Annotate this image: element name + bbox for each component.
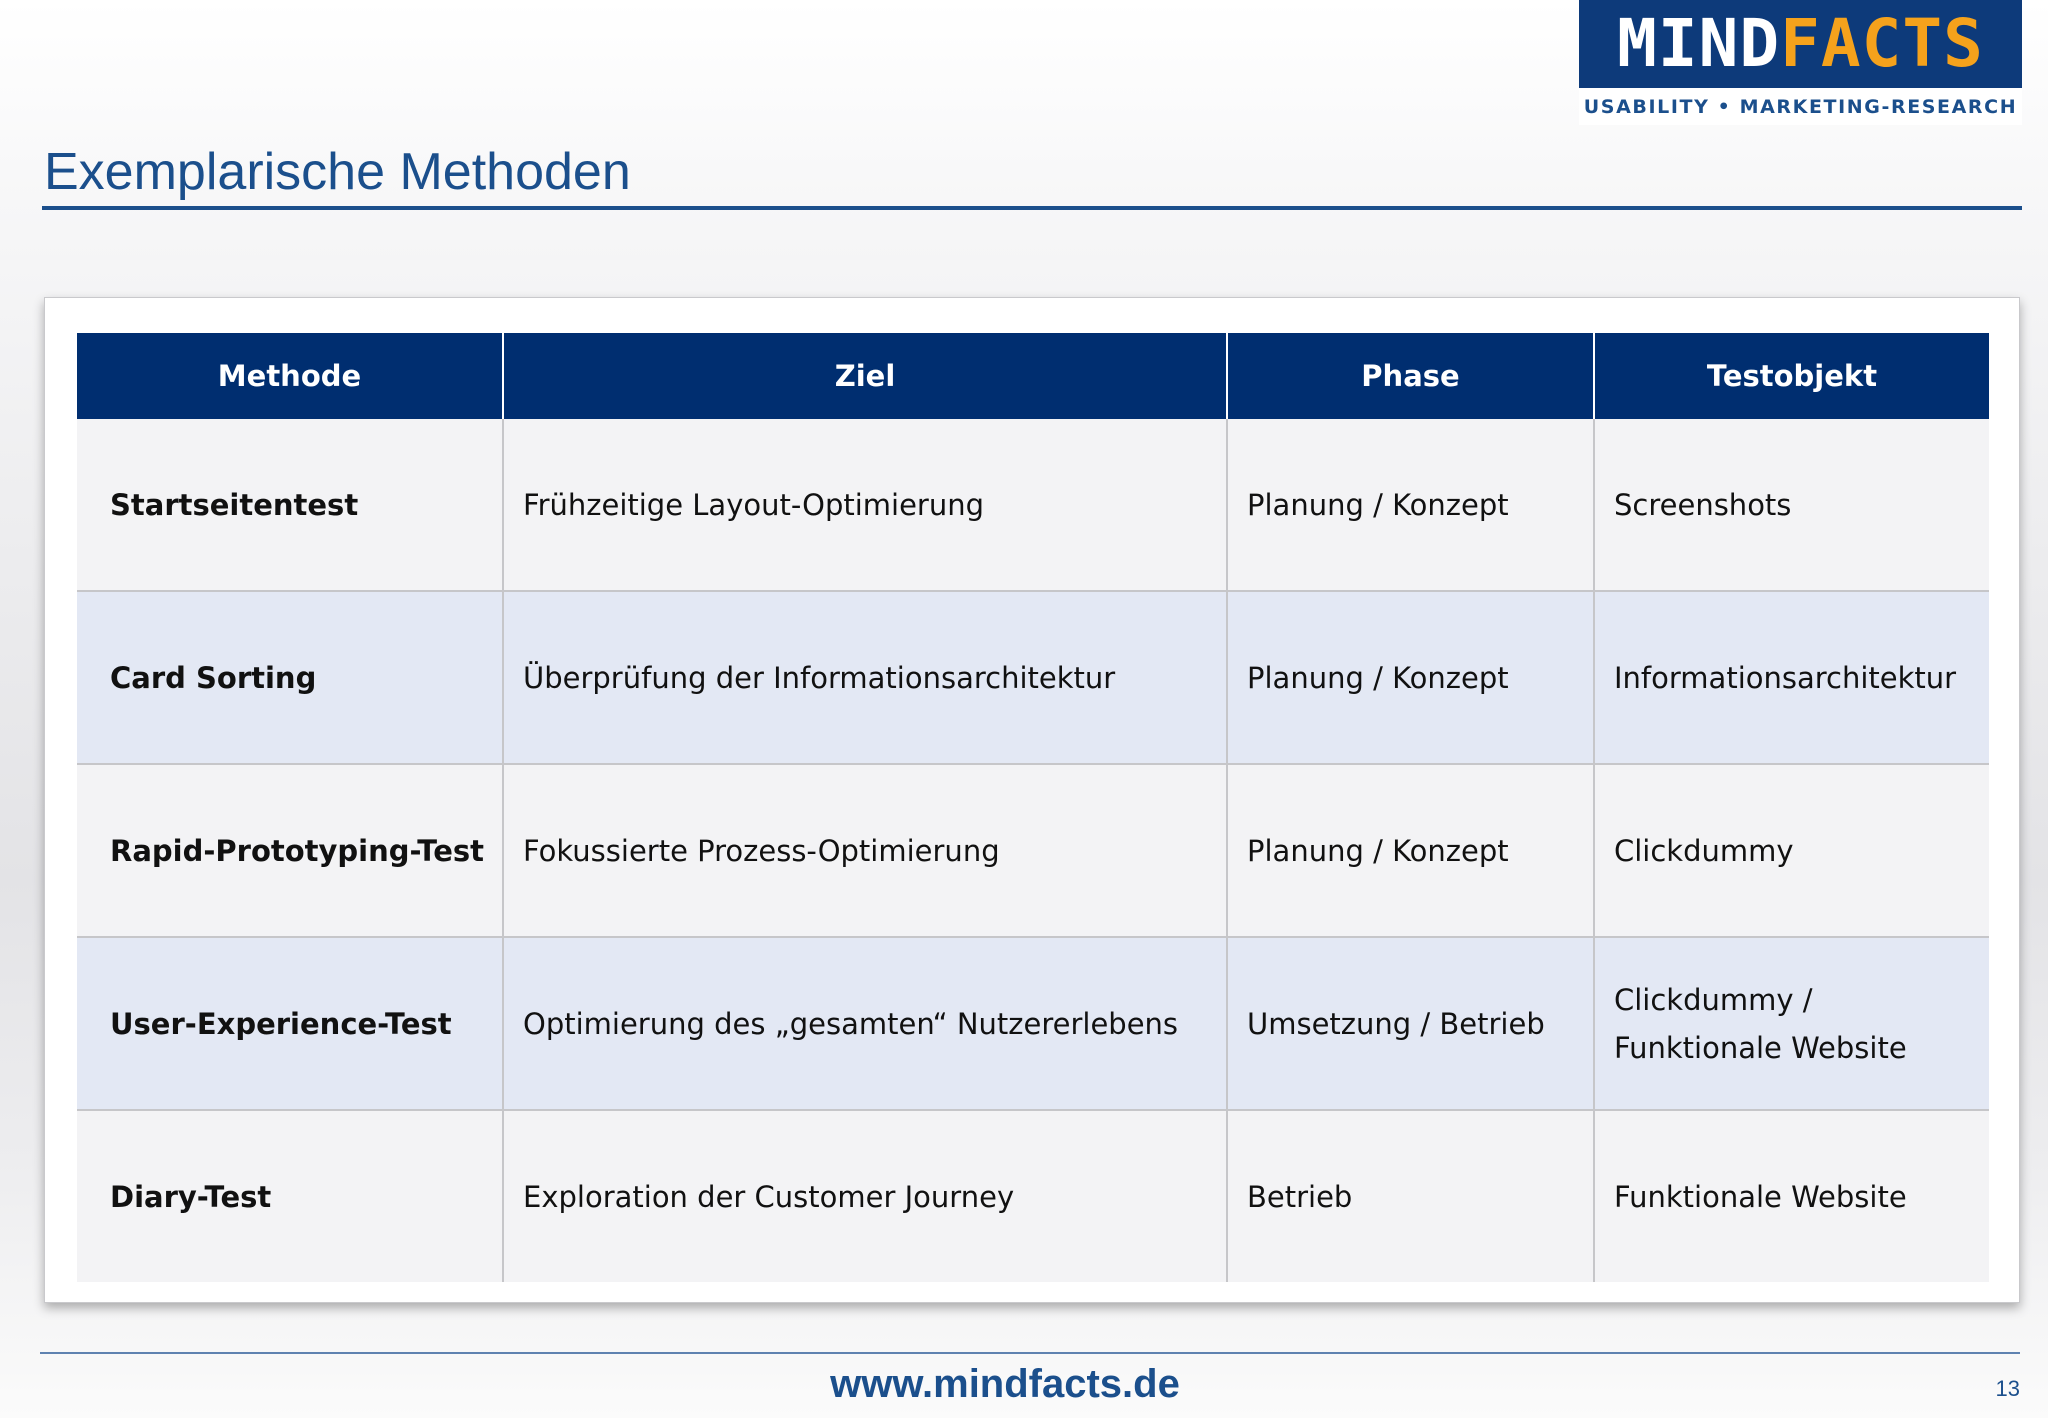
goal-cell: Frühzeitige Layout-Optimierung [503, 419, 1227, 591]
table-row [77, 937, 1989, 1110]
methods-table [77, 333, 1989, 1282]
page-number: 13 [1995, 1376, 2020, 1401]
test-object-line: Screenshots [1614, 487, 1792, 522]
header-ziel: Ziel [503, 333, 1227, 419]
mindfacts-logo [1579, 0, 2022, 125]
footer-divider [40, 1352, 2020, 1354]
test-object-line: Clickdummy / [1614, 982, 1813, 1017]
test-object-cell [1594, 1110, 1989, 1282]
goal-cell: Optimierung des „gesamten“ Nutzererlebens [503, 937, 1227, 1110]
method-cell: Rapid-Prototyping-Test [77, 764, 503, 937]
phase-cell: Planung / Konzept [1227, 764, 1594, 937]
method-cell: Diary-Test [77, 1110, 503, 1282]
test-object-line: Clickdummy [1614, 833, 1794, 868]
phase-cell: Planung / Konzept [1227, 419, 1594, 591]
goal-cell: Überprüfung der Informationsarchitektur [503, 591, 1227, 764]
phase-cell: Planung / Konzept [1227, 591, 1594, 764]
table-panel [44, 297, 2020, 1303]
header-methode: Methode [77, 333, 503, 419]
logo-tagline: USABILITY • MARKETING-RESEARCH [1583, 96, 2018, 118]
logo-word-mind: MIND [1617, 5, 1781, 82]
method-cell: Card Sorting [77, 591, 503, 764]
logo-word-facts: FACTS [1780, 5, 1984, 82]
test-object-cell [1594, 937, 1989, 1110]
page-title: Exemplarische Methoden [44, 143, 631, 201]
goal-cell: Fokussierte Prozess-Optimierung [503, 764, 1227, 937]
test-object-cell [1594, 764, 1989, 937]
logo-wordmark [1579, 0, 2022, 88]
goal-cell: Exploration der Customer Journey [503, 1110, 1227, 1282]
header-phase: Phase [1227, 333, 1594, 419]
table-header-row [77, 333, 1989, 419]
method-cell: User-Experience-Test [77, 937, 503, 1110]
table-row [77, 591, 1989, 764]
phase-cell: Betrieb [1227, 1110, 1594, 1282]
footer-website-link[interactable]: www.mindfacts.de [830, 1362, 1180, 1406]
test-object-line: Funktionale Website [1614, 1030, 1907, 1065]
test-object-cell [1594, 419, 1989, 591]
test-object-line: Funktionale Website [1614, 1179, 1907, 1214]
table-row [77, 1110, 1989, 1282]
title-divider [42, 206, 2022, 210]
test-object-cell [1594, 591, 1989, 764]
method-cell: Startseitentest [77, 419, 503, 591]
table-row [77, 764, 1989, 937]
phase-cell: Umsetzung / Betrieb [1227, 937, 1594, 1110]
test-object-line: Informationsarchitektur [1614, 660, 1957, 695]
header-testobjekt: Testobjekt [1594, 333, 1989, 419]
table-row [77, 419, 1989, 591]
